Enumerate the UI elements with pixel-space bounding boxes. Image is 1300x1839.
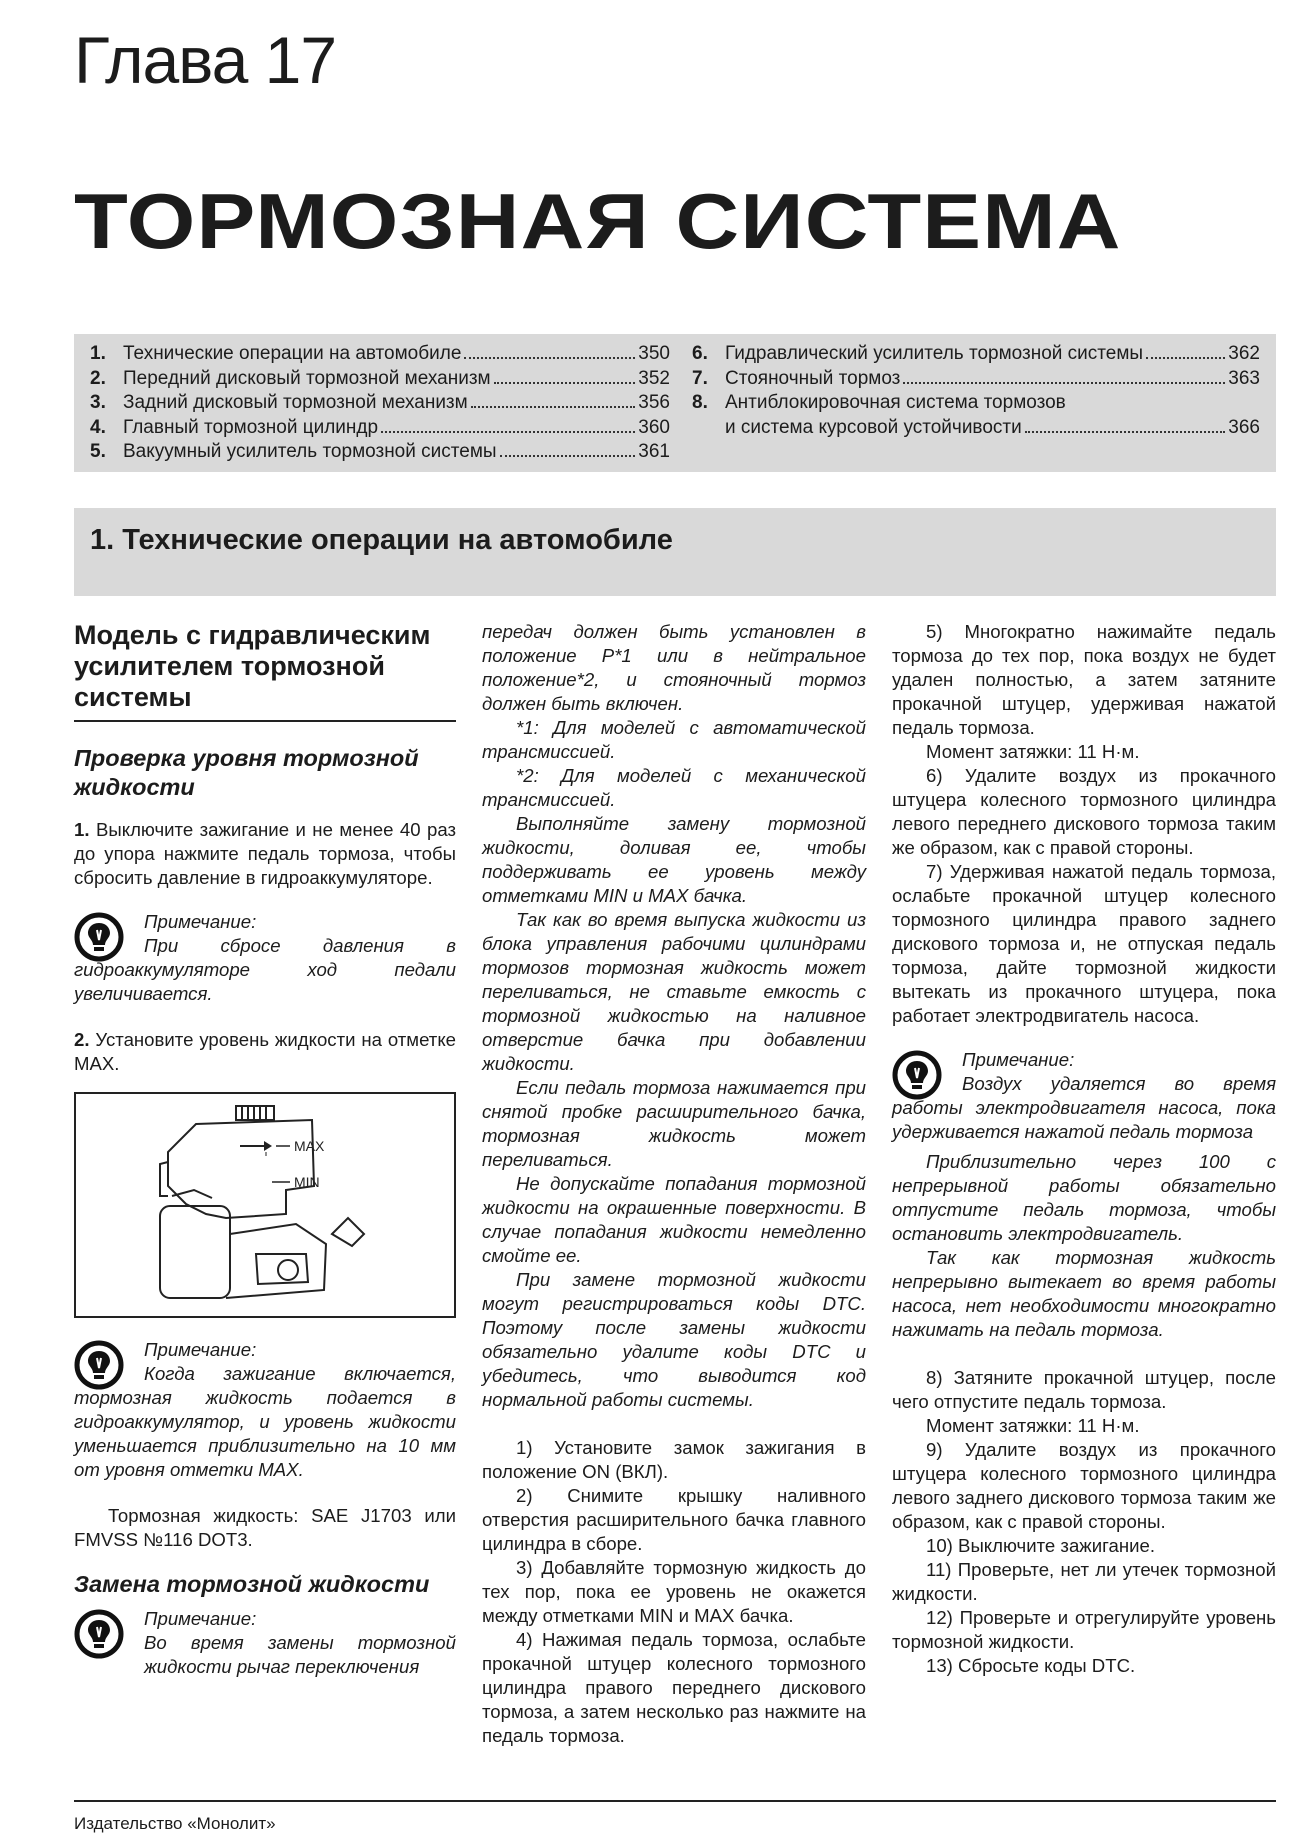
toc-item-continued[interactable]: и система курсовой устойчивости 366 — [725, 416, 1260, 438]
paragraph: передач должен быть установлен в положение P*1 или в нейтральное положение*2, и стояночный тормоз должен быть включен. — [482, 621, 866, 714]
torque-spec: Момент затяжки: 11 Н·м. — [926, 741, 1140, 762]
step: 11) Проверьте, нет ли утечек тормозной жидкости. — [892, 1559, 1276, 1604]
toc-item[interactable]: 1. Технические операции на автомобиле 350 — [90, 343, 670, 364]
lightbulb-icon — [74, 912, 124, 962]
step-2: 2. Установите уровень жидкости на отметке MAX. — [74, 1029, 457, 1074]
section-title: 1. Технические операции на автомобиле — [90, 524, 673, 556]
subheading-fluid-replace: Замена тормозной жидкости — [74, 1571, 430, 1597]
toc-item[interactable]: 5. Вакуумный усилитель тормозной системы 361 — [90, 441, 670, 462]
footnote-1: *1: Для моделей с автоматической трансмиссией. — [482, 717, 866, 762]
note-box: Примечание: Когда зажигание включается, тормозная жидкость подается в гидроаккумулятор, и уровень жидкости уменьшается приблизительно на 10 мм от уровня отметки MAX. — [74, 1339, 456, 1480]
lightbulb-icon — [74, 1340, 124, 1390]
step: 10) Выключите зажигание. — [926, 1535, 1155, 1556]
paragraph: Не допускайте попадания тормозной жидкости на окрашенные поверхности. В случае попадания жидкости немедленно смойте ее. — [482, 1173, 866, 1266]
publisher-footer: Издательство «Монолит» — [74, 1814, 276, 1833]
paragraph: Если педаль тормоза нажимается при снятой пробке расширительного бачка, тормозная жидкость может переливаться. — [482, 1077, 866, 1170]
step: 1) Установите замок зажигания в положение ON (ВКЛ). — [482, 1437, 866, 1482]
step: 13) Сбросьте коды DTC. — [926, 1655, 1136, 1676]
table-of-contents — [74, 334, 1276, 472]
column-2 — [482, 620, 866, 1748]
toc-item[interactable]: 2. Передний дисковый тормозной механизм 352 — [90, 367, 670, 389]
toc-item[interactable]: 3. Задний дисковый тормозной механизм 356 — [90, 392, 670, 413]
column-3 — [892, 620, 1276, 1678]
step: 4) Нажимая педаль тормоза, ослабьте прокачной штуцер колесного тормозного цилиндра правого переднего дискового тормоза, а затем несколько раз нажмите на педаль тормоза. — [482, 1629, 866, 1746]
paragraph: Приблизительно через 100 с непрерывной работы обязательно отпустите педаль тормоза, чтобы остановить электродвигатель. — [892, 1151, 1276, 1244]
reservoir-figure — [74, 1092, 456, 1318]
step: 3) Добавляйте тормозную жидкость до тех пор, пока ее уровень не окажется между отметками MIN и MAX бачка. — [482, 1557, 866, 1626]
section-header — [74, 508, 1276, 596]
note-box: Примечание: При сбросе давления в гидроаккумуляторе ход педали увеличивается. — [74, 911, 456, 1004]
step: 2) Снимите крышку наливного отверстия расширительного бачка главного цилиндра в сборе. — [482, 1485, 866, 1554]
footnote-2: *2: Для моделей с механической трансмиссией. — [482, 765, 866, 810]
step: 9) Удалите воздух из прокачного штуцера колесного тормозного цилиндра левого заднего дискового тормоза таким же образом, как с правой стороны. — [892, 1439, 1276, 1532]
toc-item[interactable]: 8. Антиблокировочная система тормозов — [692, 392, 1066, 413]
step: 8) Затяните прокачной штуцер, после чего отпустите педаль тормоза. — [892, 1367, 1276, 1412]
step: 6) Удалите воздух из прокачного штуцера колесного тормозного цилиндра левого переднего дискового тормоза таким же образом, как с правой стороны. — [892, 765, 1276, 858]
lightbulb-icon — [892, 1050, 942, 1100]
paragraph: При замене тормозной жидкости могут регистрироваться коды DTC. Поэтому после замены жидкости обязательно удалите коды DTC и убедитесь, что выводится код нормальной работы системы. — [482, 1269, 866, 1410]
subheading-fluid-check: Проверка уровня тормозной жидкости — [74, 745, 419, 800]
step: 12) Проверьте и отрегулируйте уровень тормозной жидкости. — [892, 1607, 1276, 1652]
brake-reservoir-illustration — [76, 1094, 454, 1316]
note-box: Примечание: Воздух удаляется во время работы электродвигателя насоса, пока удерживается нажатой педаль тормоза — [892, 1049, 1276, 1142]
torque-spec: Момент затяжки: 11 Н·м. — [926, 1415, 1140, 1436]
chapter-title: ТОРМОЗНАЯ СИСТЕМА — [74, 177, 1122, 265]
svg-text:MIN: MIN — [294, 1174, 320, 1190]
paragraph: Выполняйте замену тормозной жидкости, доливая ее, чтобы поддерживать ее уровень между отметками MIN и MAX бачка. — [482, 813, 866, 906]
subsection-heading: Модель с гидравлическим усилителем тормозной системы — [74, 620, 456, 722]
toc-item[interactable]: 7. Стояночный тормоз 363 — [692, 367, 1260, 389]
svg-text:MAX: MAX — [294, 1138, 325, 1154]
toc-item[interactable]: 4. Главный тормозной цилиндр 360 — [90, 416, 670, 438]
column-1 — [74, 620, 456, 1699]
step: 7) Удерживая нажатой педаль тормоза, ослабьте прокачной штуцер колесного тормозного цилиндра правого заднего дискового тормоза и, не отпуская педаль тормоза, дайте тормозной жидкости вытекать из прокачного штуцера, пока работает электродвигатель насоса. — [892, 861, 1276, 1026]
toc-right-column — [692, 342, 1260, 440]
footer-divider — [74, 1800, 1276, 1802]
step: 5) Многократно нажимайте педаль тормоза до тех пор, пока воздух не будет удален полностью, а затем затяните прокачной штуцер, удерживая нажатой педаль тормоза. — [892, 621, 1276, 738]
toc-left-column — [90, 342, 670, 465]
chapter-number: Глава 17 — [74, 23, 337, 97]
lightbulb-icon — [74, 1609, 124, 1659]
step-1: 1. Выключите зажигание и не менее 40 раз до упора нажмите педаль тормоза, чтобы сбросить давление в гидроаккумуляторе. — [74, 819, 456, 888]
paragraph: Так как тормозная жидкость непрерывно вытекает во время работы насоса, нет необходимости многократно нажимать на педаль тормоза. — [892, 1247, 1276, 1340]
fluid-spec: Тормозная жидкость: SAE J1703 или FMVSS №116 DOT3. — [74, 1505, 456, 1550]
paragraph: Так как во время выпуска жидкости из блока управления рабочими цилиндрами тормозов тормозная жидкость может переливаться, не ставьте емкость с тормозной жидкостью на наливное отверстие бачка при добавлении жидкости. — [482, 909, 866, 1074]
toc-item[interactable]: 6. Гидравлический усилитель тормозной системы 362 — [692, 343, 1260, 364]
note-box: Примечание: Во время замены тормозной жидкости рычаг переключения — [74, 1607, 456, 1679]
